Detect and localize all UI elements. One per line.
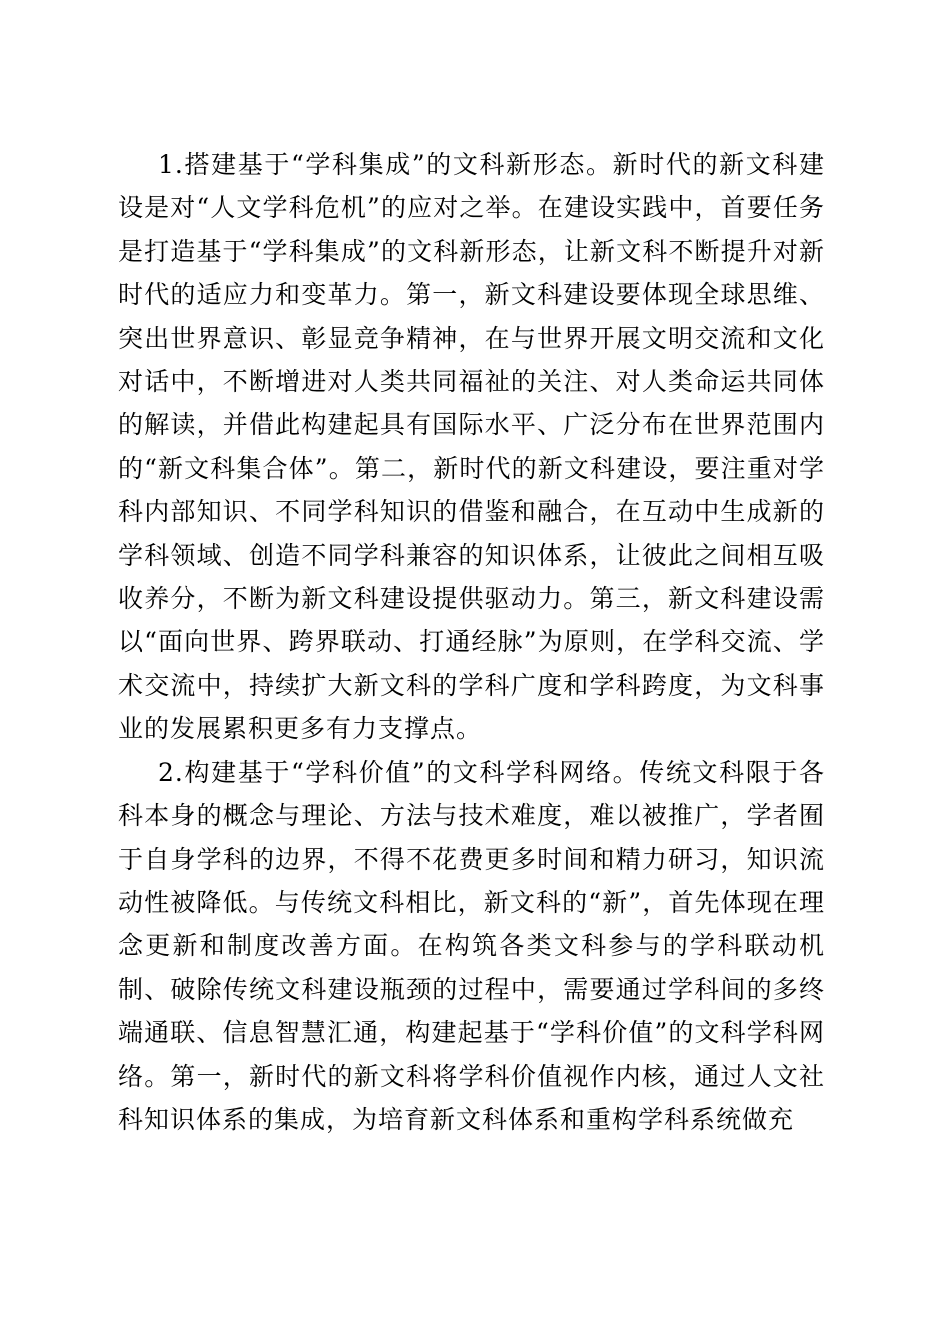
body-text xyxy=(118,143,825,1141)
paragraph-2: 2.构建基于“学科价值”的文科学科网络。传统文科限于各科本身的概念与理论、方法与技术难度，难以被推广，学者囿于自身学科的边界，不得不花费更多时间和精力研习，知识流动性被降低。与传统文科相比，新文科的“新”，首先体现在理念更新和制度改善方面。在构筑各类文科参与的学科联动机制、破除传统文科建设瓶颈的过程中，需要通过学科间的多终端通联、信息智慧汇通，构建起基于“学科价值”的文科学科网络。第一，新时代的新文科将学科价值视作内核，通过人文社科知识体系的集成，为培育新文科体系和重构学科系统做充 xyxy=(118,757,825,1134)
paragraph-1: 1.搭建基于“学科集成”的文科新形态。新时代的新文科建设是对“人文学科危机”的应对之举。在建设实践中，首要任务是打造基于“学科集成”的文科新形态，让新文科不断提升对新时代的适应力和变革力。第一，新文科建设要体现全球思维、突出世界意识、彰显竞争精神，在与世界开展文明交流和文化对话中，不断增进对人类共同福祉的关注、对人类命运共同体的解读，并借此构建起具有国际水平、广泛分布在世界范围内的“新文科集合体”。第二，新时代的新文科建设，要注重对学科内部知识、不同学科知识的借鉴和融合，在互动中生成新的学科领域、创造不同学科兼容的知识体系，让彼此之间相互吸收养分，不断为新文科建设提供驱动力。第三，新文科建设需以“面向世界、跨界联动、打通经脉”为原则，在学科交流、学术交流中，持续扩大新文科的学科广度和学科跨度，为文科事业的发展累积更多有力支撑点。 xyxy=(118,150,825,744)
